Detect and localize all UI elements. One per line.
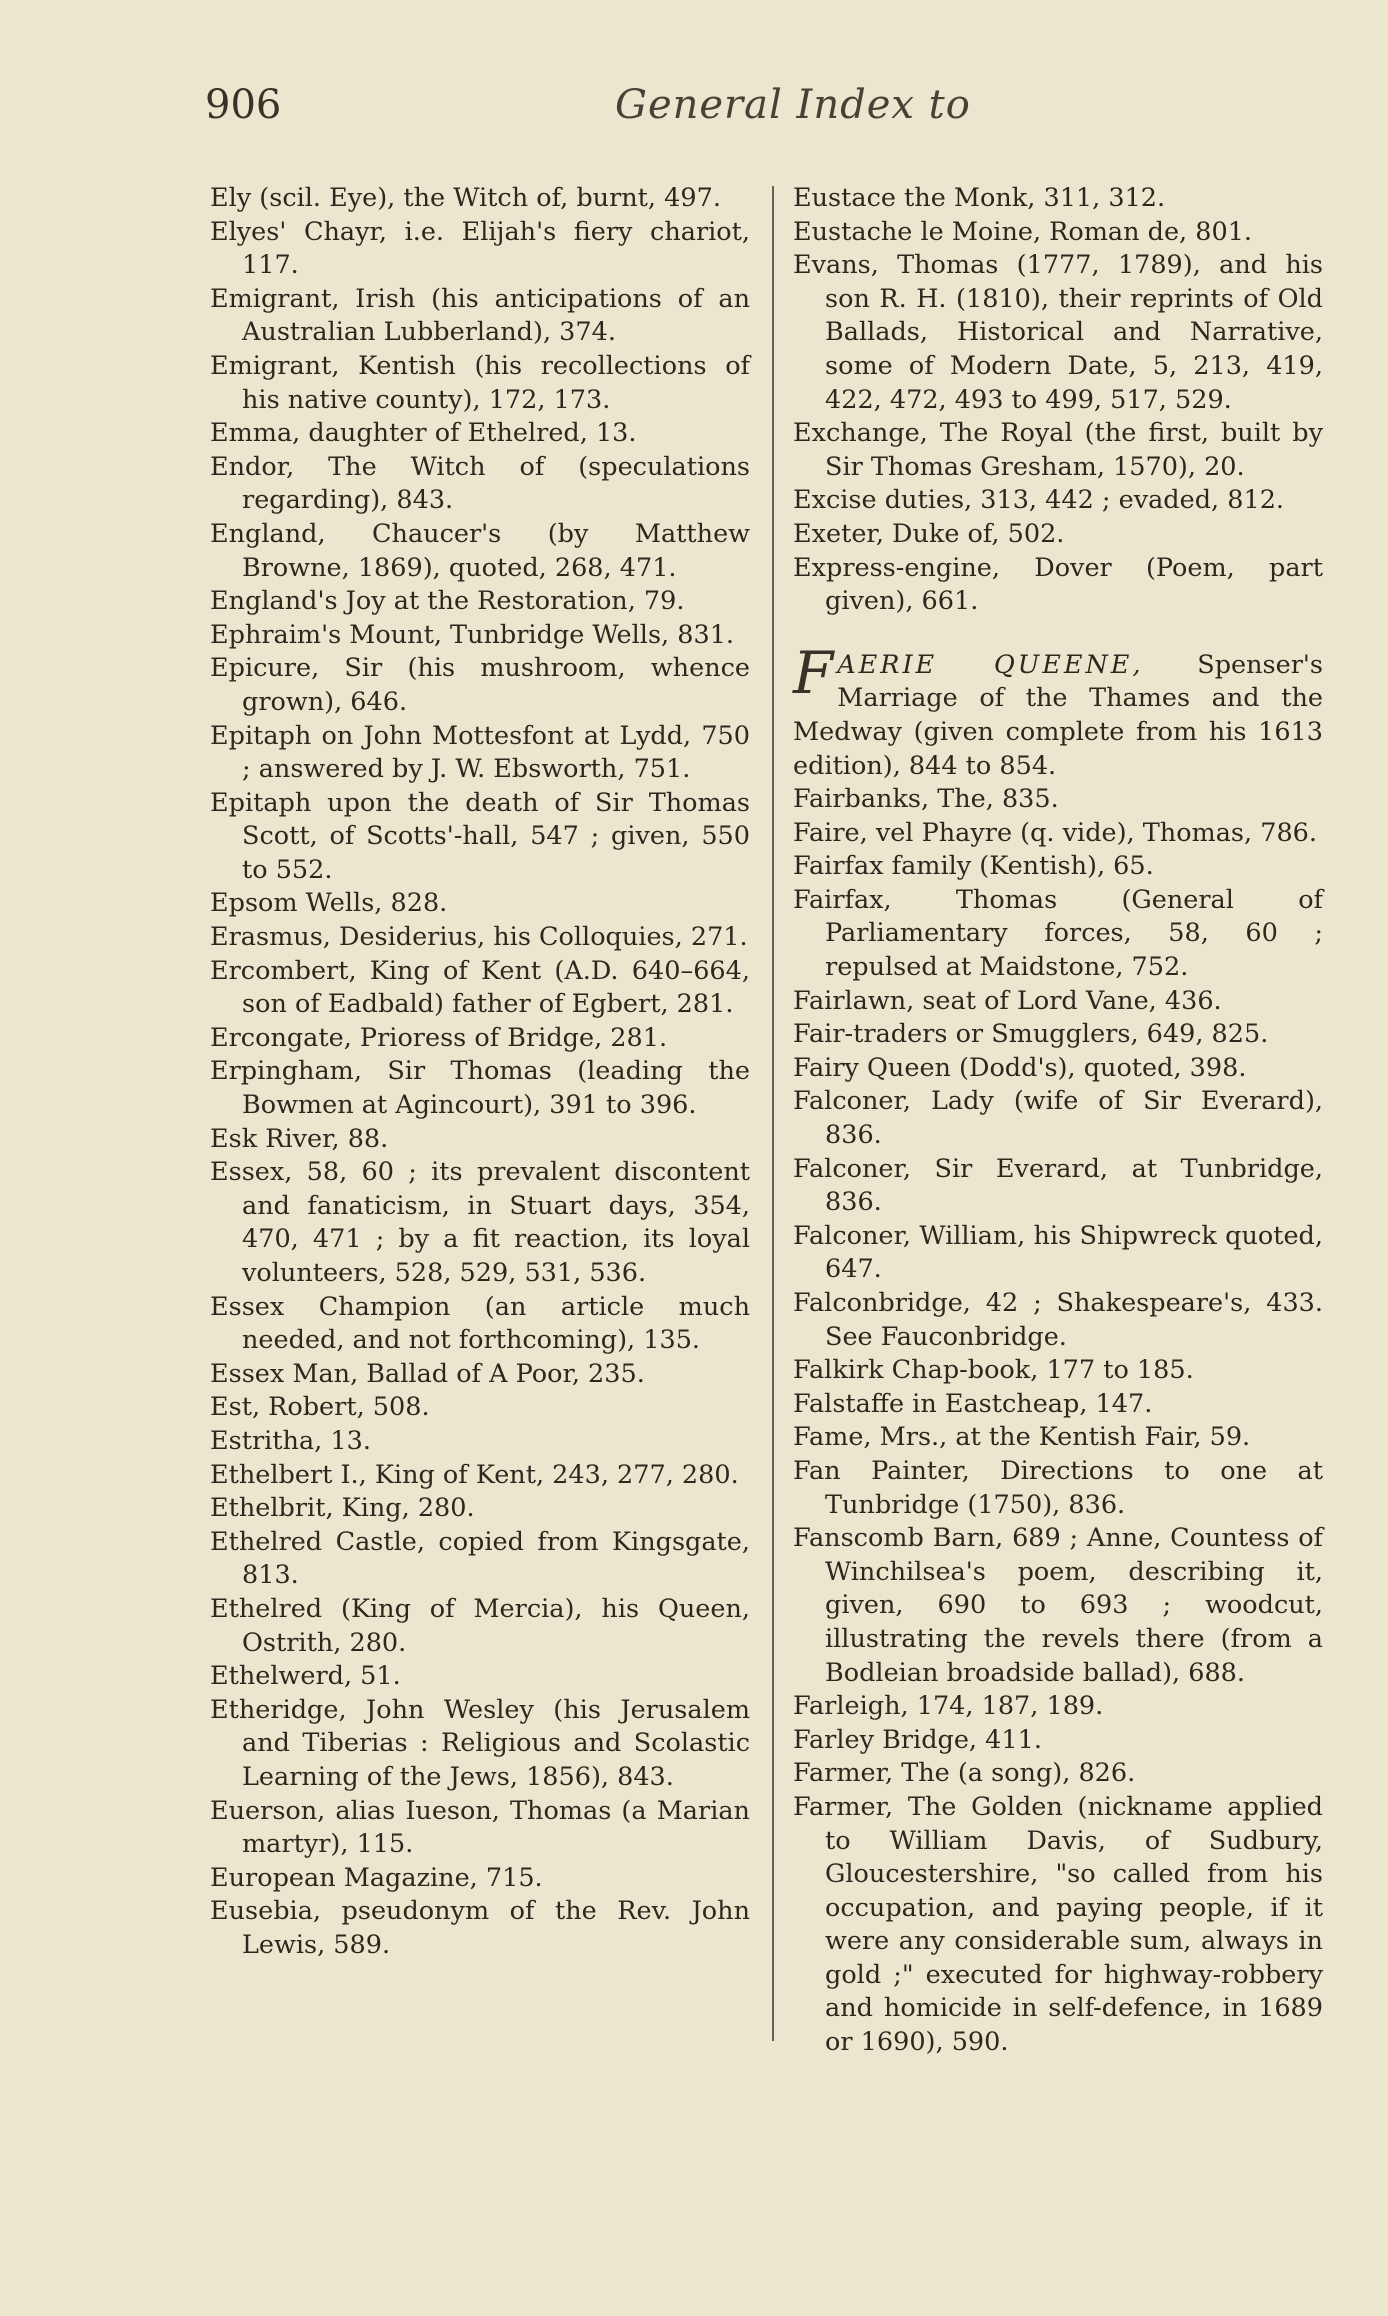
index-entry: Falconer, William, his Shipwreck quoted, 647. [793, 1220, 1323, 1285]
index-entry: Emigrant, Kentish (his recollections of his native county), 172, 173. [210, 350, 750, 415]
index-entry: Ercombert, King of Kent (A.D. 640–664, son of Eadbald) father of Egbert, 281. [210, 955, 750, 1020]
index-entry: Fairfax family (Kentish), 65. [793, 851, 1154, 882]
column-divider [772, 186, 774, 2041]
index-entry: Fanscomb Barn, 689 ; Anne, Countess of Winchilsea's poem, describing it, given, 690 to 693 ; woodcut, illustrating the revels there (from a Bodleian broadside ballad), 688. [793, 1523, 1323, 1688]
index-entry: Exeter, Duke of, 502. [793, 518, 1065, 549]
index-entry: Falconbridge, 42 ; Shakespeare's, 433. See Fauconbridge. [793, 1288, 1323, 1352]
index-entry: Express-engine, Dover (Poem, part given), 661. [793, 552, 1323, 617]
index-entry: Ephraim's Mount, Tunbridge Wells, 831. [210, 619, 735, 650]
index-entry: Eustace the Monk, 311, 312. [793, 183, 1166, 213]
index-entry: Faire, vel Phayre (q. vide), Thomas, 786. [793, 817, 1318, 848]
index-entry: England, Chaucer's (by Matthew Browne, 1869), quoted, 268, 471. [210, 518, 750, 583]
page-number: 906 [205, 82, 282, 128]
index-entry: Excise duties, 313, 442 ; evaded, 812. [793, 485, 1285, 516]
index-entry: Emma, daughter of Ethelred, 13. [210, 418, 637, 449]
index-entry: England's Joy at the Restoration, 79. [210, 586, 685, 617]
index-entry: Falkirk Chap-book, 177 to 185. [793, 1355, 1194, 1386]
index-entry: Farmer, The Golden (nickname applied to William Davis, of Sudbury, Gloucestershire, "so called from his occupation, and paying people, if it were any considerable sum, always in gold ;" executed for highway-robbery and homicide in self-defence, in 1689 or 1690), 590. [793, 1791, 1323, 2058]
index-entry: Fairbanks, The, 835. [793, 784, 1059, 815]
index-entry: Fairlawn, seat of Lord Vane, 436. [793, 985, 1222, 1016]
index-entry: Essex Man, Ballad of A Poor, 235. [210, 1358, 645, 1389]
index-entry: Fairfax, Thomas (General of Parliamentary forces, 58, 60 ; repulsed at Maidstone, 752. [793, 884, 1323, 983]
index-entry: Epicure, Sir (his mushroom, whence grown), 646. [210, 653, 750, 717]
index-entry: Fairy Queen (Dodd's), quoted, 398. [793, 1052, 1247, 1083]
index-entry: Esk River, 88. [210, 1123, 389, 1154]
index-entry: Ethelwerd, 51. [210, 1661, 401, 1692]
index-entry: Eustache le Moine, Roman de, 801. [793, 216, 1253, 247]
index-entry: Epitaph upon the death of Sir Thomas Scott, of Scotts'-hall, 547 ; given, 550 to 552. [210, 787, 750, 885]
index-entry: Est, Robert, 508. [210, 1392, 430, 1423]
index-entry: Erpingham, Sir Thomas (leading the Bowmen at Agincourt), 391 to 396. [210, 1056, 750, 1121]
index-entry: Eusebia, pseudonym of the Rev. John Lewis, 589. [210, 1896, 750, 1960]
index-entry: Erasmus, Desiderius, his Colloquies, 271. [210, 922, 748, 953]
index-entry: Euerson, alias Iueson, Thomas (a Marian martyr), 115. [210, 1795, 750, 1860]
index-entry: Epsom Wells, 828. [210, 888, 448, 919]
index-entry: Ethelred (King of Mercia), his Queen, Ostrith, 280. [210, 1593, 750, 1658]
initial-entry-text: Spenser's Marriage of the Thames and the Medway (given complete from his 1613 edition), 844 to 854. [793, 649, 1324, 781]
index-entry: Farley Bridge, 411. [793, 1724, 1042, 1755]
index-column-left [210, 182, 750, 1962]
index-entry: Endor, The Witch of (speculations regarding), 843. [210, 451, 750, 516]
index-entry: Ethelbert I., King of Kent, 243, 277, 280. [210, 1459, 739, 1490]
index-entry: Exchange, The Royal (the first, built by Sir Thomas Gresham, 1570), 20. [793, 418, 1323, 482]
index-entry: Farleigh, 174, 187, 189. [793, 1691, 1104, 1722]
index-entry: Epitaph on John Mottesfont at Lydd, 750 ; answered by J. W. Ebsworth, 751. [210, 720, 750, 785]
running-title: General Index to [615, 82, 971, 128]
index-entry: Essex, 58, 60 ; its prevalent discontent and fanaticism, in Stuart days, 354, 470, 471 ; by a fit reaction, its loyal volunteers, 528, 529, 531, 536. [210, 1157, 750, 1288]
initial-title: AERIE QUEENE, [837, 649, 1144, 680]
index-entry: Fan Painter, Directions to one at Tunbridge (1750), 836. [793, 1455, 1323, 1520]
index-entry: Fame, Mrs., at the Kentish Fair, 59. [793, 1422, 1251, 1453]
index-entry: European Magazine, 715. [210, 1862, 543, 1893]
index-entry: Fair-traders or Smugglers, 649, 825. [793, 1019, 1269, 1050]
index-entry: Ercongate, Prioress of Bridge, 281. [210, 1022, 668, 1053]
index-entry: Emigrant, Irish (his anticipations of an Australian Lubberland), 374. [210, 283, 750, 348]
index-entry: Etheridge, John Wesley (his Jerusalem and Tiberias : Religious and Scolastic Learning of the Jews, 1856), 843. [210, 1694, 750, 1792]
index-entry: Evans, Thomas (1777, 1789), and his son R. H. (1810), their reprints of Old Ballads, Historical and Narrative, some of Modern Date, 5, 213, 419, 422, 472, 493 to 499, 517, 529. [793, 250, 1323, 415]
index-entry: Ethelred Castle, copied from Kingsgate, 813. [210, 1526, 750, 1591]
index-entry: Falstaffe in Eastcheap, 147. [793, 1388, 1153, 1419]
index-entry: Ely (scil. Eye), the Witch of, burnt, 497. [210, 183, 721, 213]
dropcap-initial: F [793, 638, 834, 707]
index-entry: Farmer, The (a song), 826. [793, 1758, 1136, 1789]
index-entry: Elyes' Chayr, i.e. Elijah's fiery chariot, 117. [210, 216, 750, 281]
index-entry: Essex Champion (an article much needed, and not forthcoming), 135. [210, 1291, 750, 1356]
index-entry: Estritha, 13. [210, 1425, 371, 1456]
section-initial-entry [793, 638, 1324, 783]
index-entry: Falconer, Sir Everard, at Tunbridge, 836. [793, 1153, 1323, 1218]
index-column-right [793, 182, 1323, 2060]
page-header [205, 82, 975, 142]
index-entry: Ethelbrit, King, 280. [210, 1493, 475, 1524]
index-entry: Falconer, Lady (wife of Sir Everard), 836. [793, 1086, 1323, 1151]
